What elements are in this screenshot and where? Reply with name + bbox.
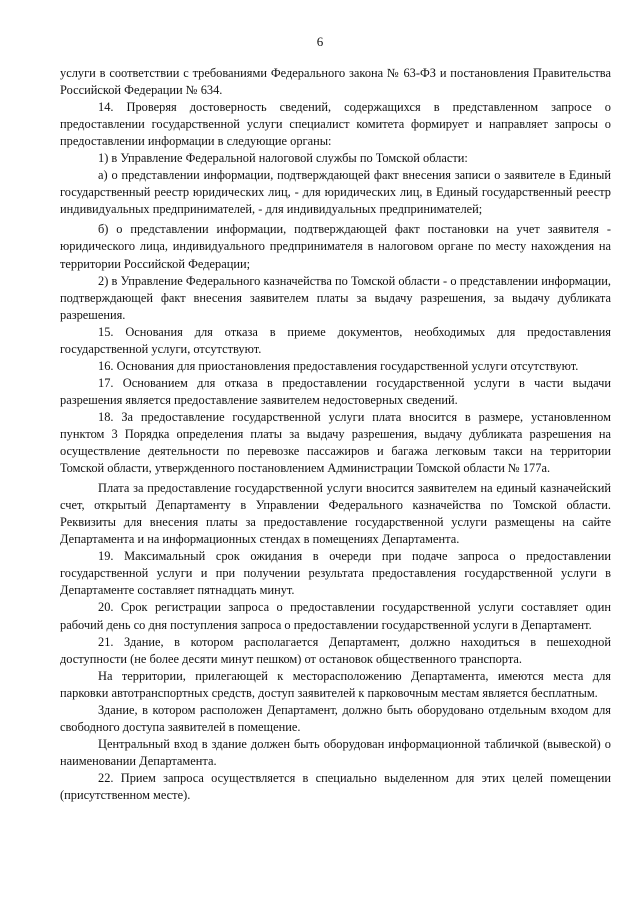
paragraph-18-payment: Плата за предоставление государственной услуги вносится заявителем на единый казначейский счет, открытый Департаменту в Управлении Федерального казначейства по Томской области. Реквизиты для внесения платы за предоставление государственной услуги размещены на сайте Департамента и на информационных стендах в помещениях Департамента.	[60, 481, 611, 547]
paragraph-16: 16. Основания для приостановления предоставления государственной услуги отсутствуют.	[98, 358, 579, 373]
paragraph-15: 15. Основания для отказа в приеме документов, необходимых для предоставления государственной услуги, отсутствуют.	[60, 324, 611, 356]
paragraph-continuation: услуги в соответствии с требованиями Федерального закона № 63-ФЗ и постановления Правительства Российской Федерации № 634.	[60, 66, 611, 98]
paragraph-21-signboard: Центральный вход в здание должен быть оборудован информационной табличкой (вывеской) о наименовании Департамента.	[60, 736, 611, 768]
paragraph-21-parking: На территории, прилегающей к месторасположению Департамента, имеются места для парковки автотранспортных средств, доступ заявителей к парковочным местам является бесплатным.	[60, 668, 611, 700]
paragraph-14-item-1: 1) в Управление Федеральной налоговой службы по Томской области:	[98, 151, 468, 166]
paragraph-22: 22. Прием запроса осуществляется в специально выделенном для этих целей помещении (присутственном месте).	[60, 770, 611, 802]
paragraph-14: 14. Проверяя достоверность сведений, содержащихся в представленном запросе о предоставлении государственной услуги специалист комитета формирует и направляет запросы о предоставлении информации в следующие органы:	[60, 100, 611, 149]
paragraph-14-item-1a: а) о представлении информации, подтверждающей факт внесения записи о заявителе в Единый государственный реестр юридических лиц, - для юридических лиц, в Единый государственный реестр индивидуальных предпринимателей, - для индивидуальных предпринимателей;	[60, 168, 611, 217]
paragraph-21: 21. Здание, в котором располагается Департамент, должно находиться в пешеходной доступности (не более десяти минут пешком) от остановок общественного транспорта.	[60, 634, 611, 666]
document-body	[60, 65, 611, 804]
paragraph-19: 19. Максимальный срок ожидания в очереди при подаче запроса о предоставлении государственной услуги и при получении результата предоставления государственной услуги в Департаменте составляет пятнадцать минут.	[60, 549, 611, 598]
paragraph-21-entrance: Здание, в котором расположен Департамент, должно быть оборудовано отдельным входом для свободного доступа заявителей в помещение.	[60, 702, 611, 734]
paragraph-18: 18. За предоставление государственной услуги плата вносится в размере, установленном пунктом 3 Порядка определения платы за выдачу разрешения, выдачу дубликата разрешения на осуществление деятельности по перевозке пассажиров и багажа легковым такси на территории Томской области, утвержденного постановлением Администрации Томской области № 177а.	[60, 409, 611, 476]
paragraph-20: 20. Срок регистрации запроса о предоставлении государственной услуги составляет один рабочий день со дня поступления запроса о предоставлении государственной услуги в Департамент.	[60, 600, 611, 632]
page-number: 6	[316, 34, 324, 49]
paragraph-14-item-1b: б) о представлении информации, подтверждающей факт постановки на учет заявителя - юридического лица, индивидуального предпринимателя в налоговом органе по месту нахождения на территории Российской Федерации;	[60, 222, 611, 271]
paragraph-17: 17. Основанием для отказа в предоставлении государственной услуги в части выдачи разрешения является предоставление заявителем недостоверных сведений.	[60, 375, 611, 407]
paragraph-14-item-2: 2) в Управление Федерального казначейства по Томской области - о представлении информации, подтверждающей факт внесения заявителем платы за выдачу разрешения, за выдачу дубликата разрешения.	[60, 273, 611, 322]
